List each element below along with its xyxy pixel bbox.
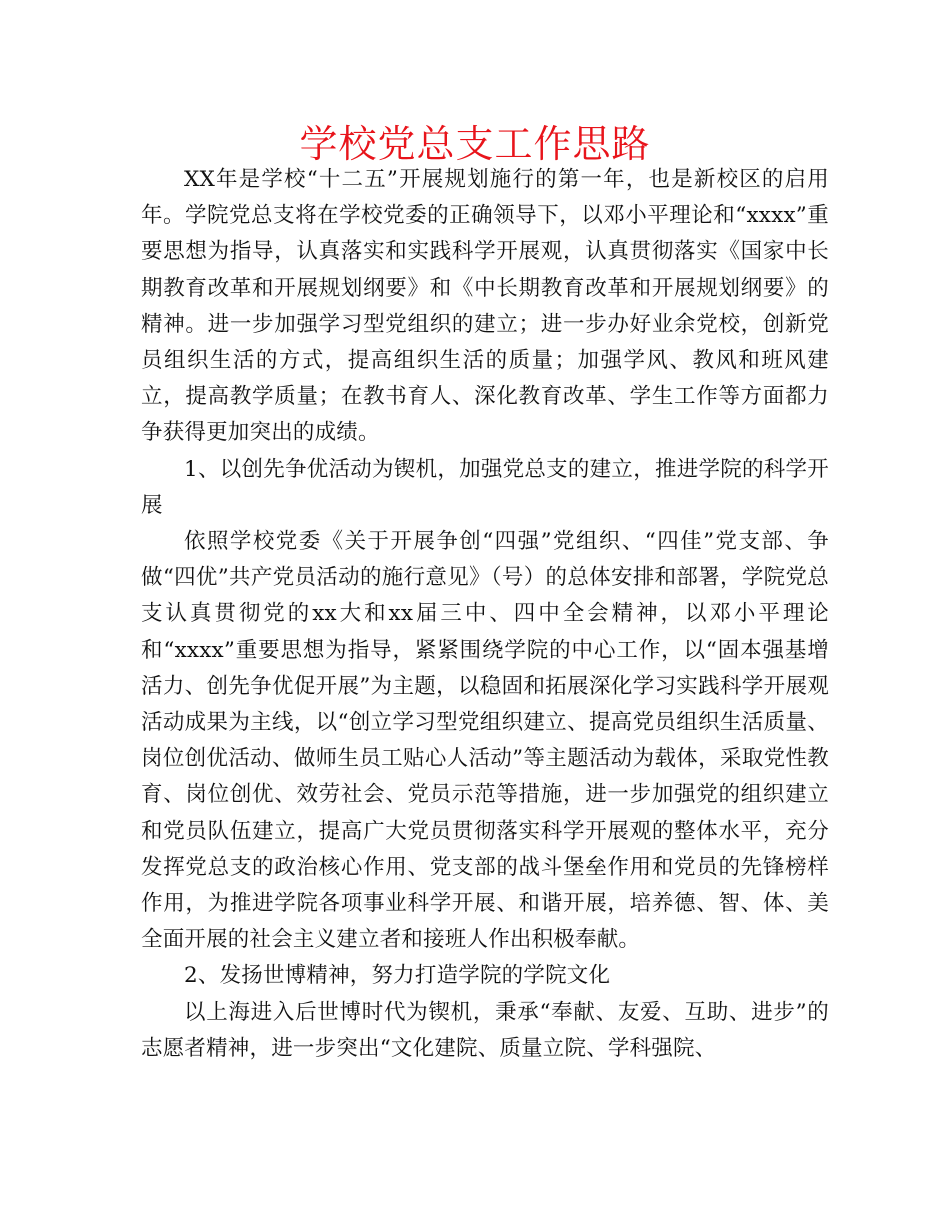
paragraph-section-2: 以上海进入后世博时代为锲机，秉承“奉献、友爱、互助、进步”的志愿者精神，进一步突出“文化建院、质量立院、学科强院、	[141, 999, 829, 1061]
section-heading-1: 1、以创先争优活动为锲机，加强党总支的建立，推进学院的科学开展	[141, 456, 829, 518]
paragraph-section-1: 依照学校党委《关于开展争创“四强”党组织、“四佳”党支部、争做“四优”共产党员活动的施行意见》（号）的总体安排和部署，学院党总支认真贯彻党的xx大和xx届三中、四中全会精神，以邓小平理论和“xxxx”重要思想为指导，紧紧围绕学院的中心工作，以“固本强基增活力、创先争优促开展”为主题，以稳固和拓展深化学习实践科学开展观活动成果为主线，以“创立学习型党组织建立、提高党员组织生活质量、岗位创优活动、做师生员工贴心人活动”等主题活动为载体，采取党性教育、岗位创优、效劳社会、党员示范等措施，进一步加强党的组织建立和党员队伍建立，提高广大党员贯彻落实科学开展观的整体水平，充分发挥党总支的政治核心作用、党支部的战斗堡垒作用和党员的先锋榜样作用，为推进学院各项事业科学开展、和谐开展，培养德、智、体、美全面开展的社会主义建立者和接班人作出积极奉献。	[141, 529, 829, 953]
section-heading-2: 2、发扬世博精神，努力打造学院的学院文化	[184, 963, 611, 989]
document-title: 学校党总支工作思路	[299, 122, 651, 166]
document-body	[141, 162, 829, 1067]
paragraph-intro: XX年是学校“十二五”开展规划施行的第一年，也是新校区的启用年。学院党总支将在学校党委的正确领导下，以邓小平理论和“xxxx”重要思想为指导，认真落实和实践科学开展观，认真贯彻落实《国家中长期教育改革和开展规划纲要》和《中长期教育改革和开展规划纲要》的精神。进一步加强学习型党组织的建立；进一步办好业余党校，创新党员组织生活的方式，提高组织生活的质量；加强学风、教风和班风建立，提高教学质量；在教书育人、深化教育改革、学生工作等方面都力争获得更加突出的成绩。	[141, 167, 829, 446]
